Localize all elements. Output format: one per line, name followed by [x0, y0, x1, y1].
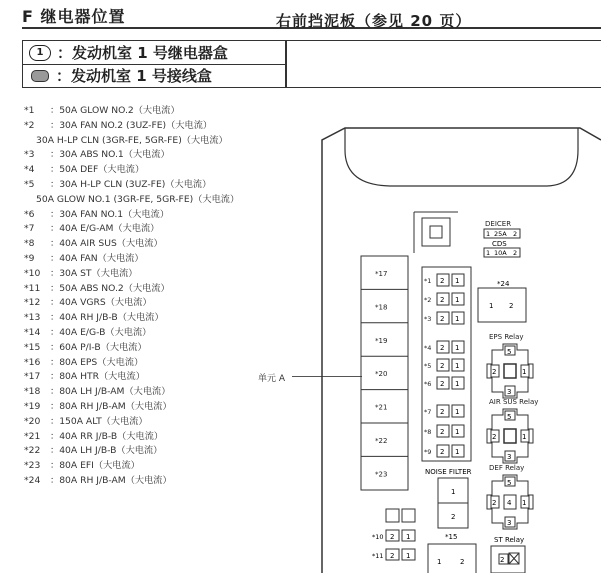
page-title: F 继电器位置 [22, 7, 126, 26]
relay-id: *17 [24, 371, 41, 383]
relay-box-label: ：发动机室 1 号继电器盒 [57, 44, 228, 62]
relay-list-item: *12 ：40A VGRS（大电流） [24, 296, 239, 311]
relay-description: 40A LH J/B-B（大电流） [59, 445, 163, 457]
housing-cover [345, 128, 578, 186]
fuse-slot-label: *2 [424, 296, 432, 304]
relay-list-item: *18 ：80A LH J/B-AM（大电流） [24, 385, 239, 400]
relay-id: *4 [24, 164, 35, 176]
svg-text:1: 1 [522, 499, 527, 507]
svg-text:2: 2 [509, 302, 514, 310]
svg-text:1: 1 [455, 408, 460, 416]
relay-id: *18 [24, 386, 41, 398]
relay-description: 80A EFI（大电流） [59, 460, 140, 472]
relay-id: *12 [24, 297, 41, 309]
relay-list-item: *7 ：40A E/G-AM（大电流） [24, 222, 239, 237]
relay-description: 80A RH J/B-AM（大电流） [59, 474, 172, 486]
svg-text:2: 2 [460, 558, 465, 566]
svg-text:1: 1 [455, 296, 460, 304]
relay-description: 80A LH J/B-AM（大电流） [59, 386, 171, 398]
relay-description: 40A FAN（大电流） [59, 252, 144, 264]
fuse-slot-label: *8 [424, 428, 432, 436]
relay-list-item: *6 ：30A FAN NO.1（大电流） [24, 208, 239, 223]
svg-text:*15: *15 [445, 533, 458, 541]
relay-list-item: *2 ：30A FAN NO.2 (3UZ-FE)（大电流） [24, 119, 239, 134]
relay-list-item: *21 ：40A RR J/B-B（大电流） [24, 430, 239, 445]
svg-text:1: 1 [522, 433, 527, 441]
svg-text:2: 2 [440, 344, 445, 352]
svg-text:1: 1 [437, 558, 442, 566]
relay-id: *6 [24, 208, 35, 220]
svg-text:1: 1 [455, 277, 460, 285]
relay-description: 40A RR J/B-B（大电流） [59, 430, 164, 442]
top-connector [422, 218, 450, 246]
svg-text:25A: 25A [494, 230, 507, 238]
fuse-slot-label: *3 [424, 315, 432, 323]
relay-description: 30A FAN NO.1（大电流） [59, 208, 170, 220]
svg-text:2: 2 [440, 277, 445, 285]
svg-text:2: 2 [513, 230, 518, 238]
fuse-slot-label: *7 [424, 408, 432, 416]
svg-text:3: 3 [507, 388, 512, 396]
relay-description: 30A ST（大电流） [59, 267, 138, 279]
relay-id: *9 [24, 252, 35, 264]
svg-text:*11: *11 [372, 552, 384, 560]
svg-text:*10: *10 [372, 533, 384, 541]
relay-list-item: *1 ：50A GLOW NO.2（大电流） [24, 104, 239, 119]
relay-description: 30A H-LP CLN (3UZ-FE)（大电流） [59, 178, 212, 190]
cds-label: CDS [492, 240, 507, 248]
svg-text:2: 2 [440, 428, 445, 436]
relay-id: *7 [24, 223, 35, 235]
relay-description: 40A E/G-B（大电流） [59, 326, 152, 338]
relay-id: *13 [24, 312, 41, 324]
svg-text:2: 2 [440, 315, 445, 323]
fuse-slot-label: *1 [424, 277, 432, 285]
svg-text:3: 3 [507, 453, 512, 461]
relay-list-item: *13 ：40A RH J/B-B（大电流） [24, 311, 239, 326]
relay-list-item: *16 ：80A EPS（大电流） [24, 356, 239, 371]
relay-list-item: *14 ：40A E/G-B（大电流） [24, 326, 239, 341]
relay-list-item: *17 ：80A HTR（大电流） [24, 370, 239, 385]
svg-text:2: 2 [513, 249, 518, 257]
housing-outline [322, 128, 601, 573]
svg-text:1: 1 [455, 344, 460, 352]
relay-id: *20 [24, 415, 41, 427]
relay-id: *11 [24, 282, 41, 294]
svg-text:4: 4 [507, 499, 512, 507]
relay-list-item: *3 ：30A ABS NO.1（大电流） [24, 148, 239, 163]
relay-id: *16 [24, 356, 41, 368]
relay-description: 50A DEF（大电流） [59, 164, 145, 176]
svg-text:1: 1 [406, 533, 411, 541]
relay-id: *22 [24, 445, 41, 457]
svg-text:1: 1 [455, 362, 460, 370]
relay-description: 40A VGRS（大电流） [59, 297, 152, 309]
relay-list-item: *20 ：150A ALT（大电流） [24, 415, 239, 430]
svg-text:5: 5 [507, 348, 512, 356]
relay-id: *19 [24, 400, 41, 412]
unit-a-slot: *19 [375, 336, 388, 345]
fuse-slot-label: *9 [424, 448, 432, 456]
svg-text:*24: *24 [497, 280, 510, 288]
unit-a-label: 单元 A [258, 374, 286, 384]
relay-description: 50A GLOW NO.2（大电流） [59, 105, 180, 116]
relay-description: 80A RH J/B-AM（大电流） [59, 400, 172, 412]
unit-a-slot: *18 [375, 303, 388, 312]
relay-id: *14 [24, 326, 41, 338]
relay-list-item: *9 ：40A FAN（大电流） [24, 252, 239, 267]
relay-description: 30A ABS NO.1（大电流） [59, 149, 170, 161]
relay-list-item: *4 ：50A DEF（大电流） [24, 163, 239, 178]
svg-text:1: 1 [489, 302, 494, 310]
svg-text:1: 1 [455, 428, 460, 436]
air-sus-relay-label: AIR SUS Relay [489, 398, 539, 406]
relay-description: 30A FAN NO.2 (3UZ-FE)（大电流） [59, 119, 213, 131]
svg-text:1: 1 [455, 315, 460, 323]
svg-text:1: 1 [486, 249, 491, 257]
svg-text:1: 1 [486, 230, 491, 238]
relay-list-item: *15 ：60A P/I-B（大电流） [24, 341, 239, 356]
circled-one-icon: 1 [29, 45, 51, 61]
unit-a-slot: *17 [375, 270, 388, 278]
relay-id: *21 [24, 430, 41, 442]
svg-text:2: 2 [440, 408, 445, 416]
fuse-slot-label: *6 [424, 380, 432, 388]
relay-id: *2 [24, 119, 35, 131]
relay-list-item: *22 ：40A LH J/B-B（大电流） [24, 444, 239, 459]
fuse-slot-label: *4 [424, 344, 432, 352]
relay-id: *24 [24, 474, 41, 486]
svg-text:5: 5 [507, 479, 512, 487]
relay-description: 80A EPS（大电流） [59, 356, 144, 368]
fuse-column [422, 267, 471, 461]
svg-text:2: 2 [440, 296, 445, 304]
relay-list-item: *23 ：80A EFI（大电流） [24, 459, 239, 474]
relay-list-item: *19 ：80A RH J/B-AM（大电流） [24, 400, 239, 415]
slot-24-box [478, 288, 526, 322]
unit-a-slot: *22 [375, 437, 388, 445]
relay-id: *15 [24, 341, 41, 353]
svg-text:1: 1 [451, 488, 456, 496]
svg-text:1: 1 [455, 448, 460, 456]
svg-text:2: 2 [492, 499, 497, 507]
eps-relay-label: EPS Relay [489, 333, 524, 341]
relay-id: *10 [24, 267, 41, 279]
fuse-slot-label: *5 [424, 362, 432, 370]
deicer-label: DEICER [485, 220, 512, 228]
relay-description: 30A H-LP CLN (3GR-FE, 5GR-FE)（大电流） [36, 134, 228, 146]
relay-description: 80A HTR（大电流） [59, 371, 145, 383]
relay-list-item: *8 ：40A AIR SUS（大电流） [24, 237, 239, 252]
junction-box-label: ：发动机室 1 号接线盒 [56, 67, 212, 85]
svg-text:1: 1 [406, 552, 411, 560]
unit-a-slot: *23 [375, 470, 388, 479]
svg-text:10A: 10A [494, 249, 507, 257]
relay-description: 40A RH J/B-B（大电流） [59, 312, 164, 324]
svg-text:2: 2 [492, 368, 497, 376]
svg-text:1: 1 [522, 368, 527, 376]
relay-description: 60A P/I-B（大电流） [59, 341, 147, 353]
svg-text:2: 2 [440, 448, 445, 456]
svg-text:5: 5 [507, 413, 512, 421]
relay-id: *1 [24, 105, 35, 116]
relay-id: *23 [24, 460, 41, 472]
relay-id: *3 [24, 149, 35, 161]
st-relay-label: ST Relay [494, 536, 525, 544]
relay-id: *8 [24, 238, 35, 250]
relay-description: 150A ALT（大电流） [59, 415, 148, 427]
slot-15-box [428, 544, 476, 573]
svg-text:2: 2 [451, 513, 456, 521]
def-relay-label: DEF Relay [489, 464, 525, 472]
unit-a-block [361, 256, 408, 490]
relay-list-item: *5 ：30A H-LP CLN (3UZ-FE)（大电流） [24, 178, 239, 193]
svg-text:2: 2 [440, 380, 445, 388]
relay-description: 50A ABS NO.2（大电流） [59, 282, 170, 294]
relay-list-item: *10 ：30A ST（大电流） [24, 267, 239, 282]
svg-text:2: 2 [440, 362, 445, 370]
svg-text:2: 2 [492, 433, 497, 441]
svg-text:2: 2 [390, 533, 395, 541]
svg-text:1: 1 [455, 380, 460, 388]
location-text: 右前挡泥板（参见 20 页） [276, 12, 472, 30]
svg-text:3: 3 [507, 519, 512, 527]
unit-a-slot: *20 [375, 370, 388, 379]
unit-a-slot: *21 [375, 403, 388, 412]
relay-description: 50A GLOW NO.1 (3GR-FE, 5GR-FE)（大电流） [36, 193, 240, 205]
relay-id: *5 [24, 178, 35, 190]
noise-filter-label: NOISE FILTER [425, 468, 472, 476]
relay-description: 40A E/G-AM（大电流） [59, 223, 160, 235]
relay-list-item: *11 ：50A ABS NO.2（大电流） [24, 282, 239, 297]
svg-text:2: 2 [500, 556, 505, 564]
svg-text:2: 2 [390, 552, 395, 560]
top-connector-pin [430, 226, 442, 238]
relay-column [487, 333, 538, 529]
relay-description: 40A AIR SUS（大电流） [59, 238, 163, 250]
relay-list-item: *24 ：80A RH J/B-AM（大电流） [24, 474, 239, 489]
